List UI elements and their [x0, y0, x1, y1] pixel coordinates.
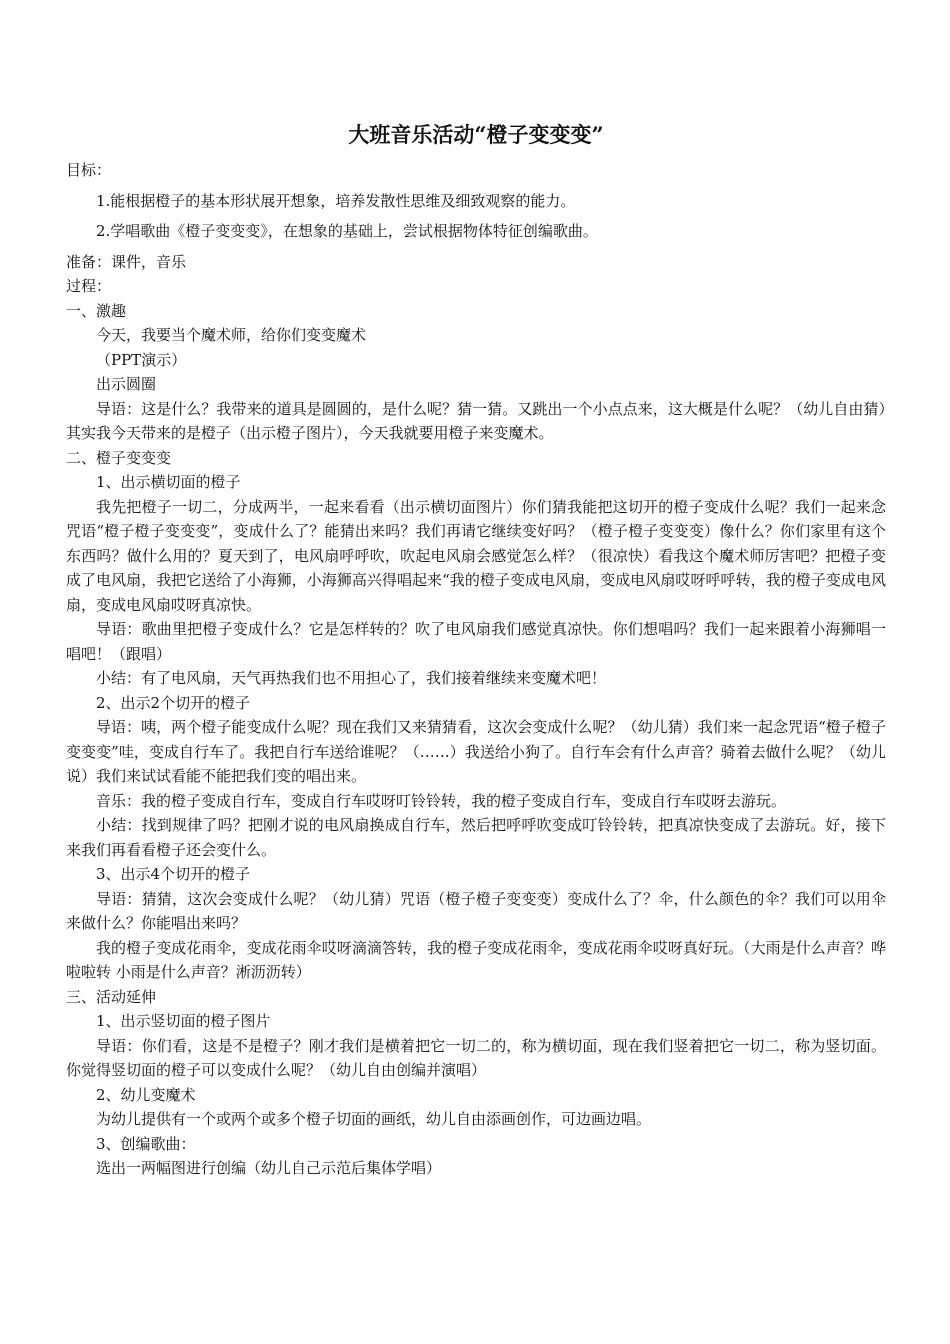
section-heading-3: 三、活动延伸 [66, 987, 157, 1006]
goal-item-1: 1.能根据橙子的基本形状展开想象，培养发散性思维及细致观察的能力。 [96, 191, 576, 210]
paragraph: 导语：你们看，这是不是橙子？刚才我们是横着把它一切二的，称为横切面，现在我们竖着把它一切二，称为竖切面。你觉得竖切面的橙子可以变成什么呢？（幼儿自由创编并演唱） [66, 1036, 886, 1079]
paragraph: 为幼儿提供有一个或两个或多个橙子切面的画纸，幼儿自由添画创作，可边画边唱。 [96, 1110, 652, 1128]
paragraph: 导语：歌曲里把橙子变成什么？它是怎样转的？吹了电风扇我们感觉真凉快。你们想唱吗？我们一起来跟着小海狮唱一唱吧！（跟唱） [66, 620, 886, 663]
paragraph: 今天，我要当个魔术师，给你们变变魔术 [96, 326, 367, 344]
process-label: 过程： [66, 277, 112, 295]
section-heading-2: 二、橙子变变变 [66, 448, 172, 467]
subheading: 2、幼儿变魔术 [96, 1085, 196, 1104]
paragraph: 选出一两幅图进行创编（幼儿自己示范后集体学唱） [96, 1159, 442, 1177]
paragraph: 导语：咦，两个橙子能变成什么呢？现在我们又来猜猜看，这次会变成什么呢？（幼儿猜）我们来一起念咒语“橙子橙子变变变”哇，变成自行车了。我把自行车送给谁呢？（……）我送给小狗了。自行车会有什么声音？骑着去做什么呢？（幼儿说）我们来试试看能不能把我们变的唱出来。 [66, 718, 886, 785]
paragraph: 音乐：我的橙子变成自行车，变成自行车哎呀叮铃铃转，我的橙子变成自行车，变成自行车哎呀去游玩。 [96, 791, 787, 810]
paragraph: 导语：猜猜，这次会变成什么呢？（幼儿猜）咒语（橙子橙子变变变）变成什么了？伞，什么颜色的伞？我们可以用伞来做什么？你能唱出来吗？ [66, 889, 886, 932]
section-heading-1: 一、激趣 [66, 301, 127, 320]
subheading: 2、出示2个切开的橙子 [96, 693, 251, 712]
paragraph: 导语：这是什么？我带来的道具是圆圆的，是什么呢？猜一猜。又跳出一个小点点来，这大概是什么呢？（幼儿自由猜）其实我今天带来的是橙子（出示橙子图片），今天我就要用橙子来变魔术。 [66, 399, 886, 442]
paragraph: 出示圆圈 [96, 375, 157, 393]
goals-label: 目标： [66, 161, 112, 179]
document-title: 大班音乐活动“橙子变变变” [348, 122, 604, 147]
paragraph: 我先把橙子一切二，分成两半，一起来看看（出示横切面图片）你们猜我能把这切开的橙子变成什么呢？我们一起来念咒语“橙子橙子变变变”，变成什么了？能猜出来吗？我们再请它继续变好吗？（橙子橙子变变变）像什么？你们家里有这个东西吗？做什么用的？夏天到了，电风扇呼呼吹，吹起电风扇会感觉怎么样？（很凉快）看我这个魔术师厉害吧？把橙子变成了电风扇，我把它送给了小海狮，小海狮高兴得唱起来“我的橙子变成电风扇，变成电风扇哎呀呼呼转，我的橙子变成电风扇，变成电风扇哎呀真凉快。 [66, 497, 886, 614]
paragraph: 小结：找到规律了吗？把刚才说的电风扇换成自行车，然后把呼呼吹变成叮铃铃转，把真凉快变成了去游玩。好，接下来我们再看看橙子还会变什么。 [66, 816, 886, 859]
goal-item-2: 2.学唱歌曲《橙子变变变》，在想象的基础上，尝试根据物体特征创编歌曲。 [96, 222, 598, 240]
document-page [66, 118, 886, 1181]
subheading: 1、出示竖切面的橙子图片 [96, 1012, 271, 1030]
paragraph: 我的橙子变成花雨伞，变成花雨伞哎呀滴滴答转，我的橙子变成花雨伞，变成花雨伞哎呀真好玩。（大雨是什么声音？哗啦啦转 小雨是什么声音？淅沥沥转） [66, 938, 886, 981]
preparation-line: 准备：课件，音乐 [66, 252, 187, 271]
paragraph: 小结：有了电风扇，天气再热我们也不用担心了，我们接着继续来变魔术吧！ [96, 669, 607, 687]
subheading: 3、创编歌曲： [96, 1134, 196, 1153]
subheading: 3、出示4个切开的橙子 [96, 865, 251, 883]
paragraph: （PPT演示） [96, 350, 187, 369]
subheading: 1、出示横切面的橙子 [96, 473, 241, 491]
